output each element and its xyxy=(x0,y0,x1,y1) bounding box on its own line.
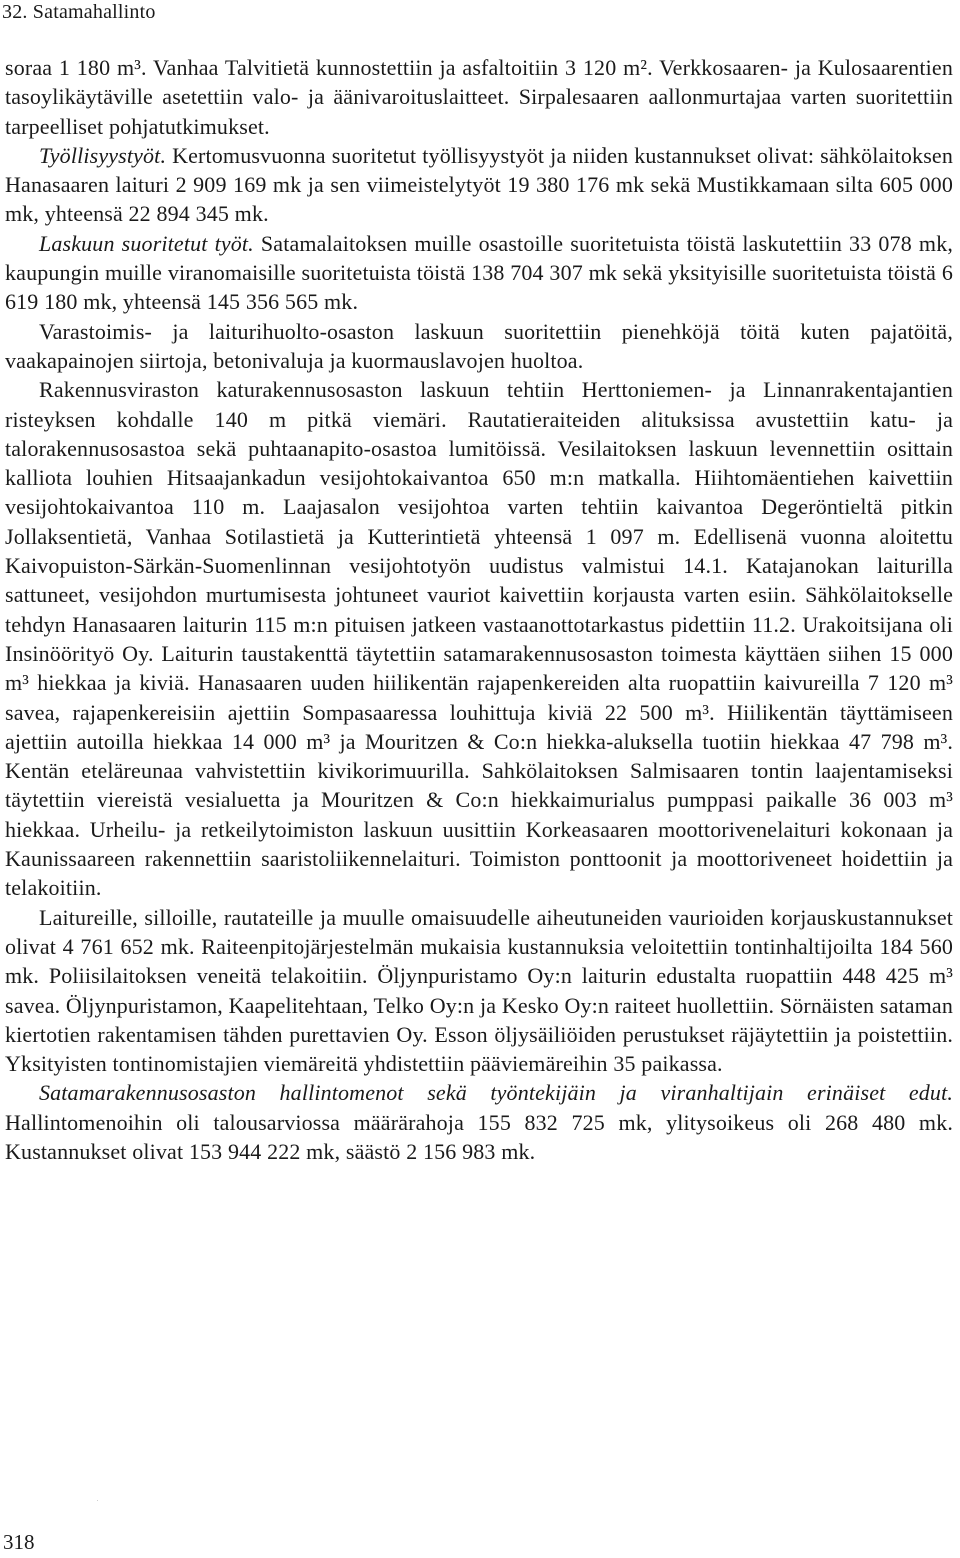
paragraph-heading: Laskuun suoritetut työt. xyxy=(39,230,254,256)
paragraph-employment-works xyxy=(5,141,953,229)
paragraph-storage-works xyxy=(5,317,953,376)
paragraph-administration-costs xyxy=(5,1078,953,1166)
paragraph-text: Kertomusvuonna suoritetut työllisyystyöt ja niiden kustannukset olivat: sähkölaitoksen Hanasaaren laituri 2 909 169 mk ja sen viimeistelytyöt 19 380 176 mk sekä Mustikkamaan silta 605 000 mk, yhteensä 22 894 345 mk. xyxy=(5,142,953,227)
document-body xyxy=(5,53,953,1166)
paragraph-repair-costs xyxy=(5,903,953,1079)
paragraph-text: Satamalaitoksen muille osastoille suoritetuista töistä laskutettiin 33 078 mk, kaupungin muille viranomaisille suoritetuista töistä 138 704 307 mk sekä yksityisille suoritetuista töistä 6 619 180 mk, yhteensä 145 356 565 mk. xyxy=(5,230,953,315)
paragraph-text: soraa 1 180 m³. Vanhaa Talvitietä kunnostettiin ja asfaltoitiin 3 120 m². Verkkosaaren- ja Kulosaarentien tasoylikäytäville asetettiin valo- ja äänivaroituslaitteet. Sirpalesaaren aallonmurtajaa varten suoritettiin tarpeelliset pohjatutkimukset. xyxy=(5,55,953,139)
paragraph-heading: Satamarakennusosaston hallintomenot sekä työntekijäin ja viranhaltijain erinäiset edut. xyxy=(39,1080,953,1106)
paragraph-heading: Työllisyystyöt. xyxy=(39,142,167,168)
paragraph-text: Hallintomenoihin oli talousarviossa määrärahoja 155 832 725 mk, ylitysoikeus oli 268 480 mk. Kustannukset olivat 153 944 222 mk, säästö 2 156 983 mk. xyxy=(5,1109,953,1164)
page-header: 32. Satamahallinto xyxy=(2,1,156,23)
paragraph-invoiced-works xyxy=(5,229,953,317)
paragraph-text: Laitureille, silloille, rautateille ja muulle omaisuudelle aiheutuneiden vaurioiden korjauskustannukset olivat 4 761 652 mk. Raiteenpitojärjestelmän mukaisia kustannuksia veloitettiin tontinhaltijoilta 184 560 mk. Poliisilaitoksen veneitä telakoitiin. Öljynpuristamo Oy:n laiturin edustalta ruopattiin 448 425 m³ savea. Öljynpuristamon, Kaapelitehtaan, Telko Oy:n ja Kesko Oy:n raiteet huollettiin. Sörnäisten sataman kiertotien rakentamisen tähden purettavien Oy. Esson öljysäiliöiden perustukset räjäytettiin ja poistettiin. Yksityisten tontinomistajien viemäreitä yhdistettiin pääviemäreihin 35 paikassa. xyxy=(5,904,953,1077)
paragraph-text: Varastoimis- ja laiturihuolto-osaston laskuun suoritettiin pienehköjä töitä kuten pajatöitä, vaakapainojen siirtoja, betonivaluja ja kuormauslavojen huoltoa. xyxy=(5,318,953,373)
paragraph-road-works xyxy=(5,53,953,141)
paragraph-construction-works xyxy=(5,375,953,902)
paragraph-text: Rakennusviraston katurakennusosaston laskuun tehtiin Herttoniemen- ja Linnanrakentajantien risteyksen kohdalle 140 m pitkä viemäri. Rautatieraiteiden alituksissa avustettiin katu- ja talorakennusosastoa sekä puhtaanapito-osastoa lumitöissä. Vesilaitoksen laskuun levennettiin osittain kalliota louhien Hitsaajankadun vesijohtokaivantoa 650 m:n matkalla. Hiihtomäentiehen kaivettiin vesijohtokaivantoa 110 m. Laajasalon vesijohtoa varten tehtiin kaivantoa Degeröntieltä pitkin Jollaksentietä, Vanhaa Sotilastietä ja Kutterintietä yhteensä 1 097 m. Edellisenä vuonna aloitettu Kaivopuiston-Särkän-Suomenlinnan vesijohtotyön uudistus valmistui 14.1. Katajanokan laiturilla sattuneet, vesijohdon murtumisesta johtuneet vauriot kaivettiin korjausta varten esiin. Sähkölaitokselle tehdyn Hanasaaren laiturin 115 m:n pituisen jatkeen vastaanottotarkastus pidettiin 11.2. Urakoitsijana oli Insinöörityö Oy. Laiturin taustakenttä täytettiin satamarakennusosaston toimesta käyttäen siihen 15 000 m³ hiekkaa ja kiviä. Hanasaaren uuden hiilikentän rajapenkereiden alta ruopattiin kaivureilla 7 120 m³ savea, rajapenkereisiin ajettiin Sompasaaressa louhittuja kiviä 22 500 m³. Hiilikentän täyttämiseen ajettiin autoilla hiekkaa 14 000 m³ ja Mouritzen & Co:n hiekka-aluksella tuotiin hiekkaa 47 798 m³. Kentän eteläreunaa vahvistettiin kivikorimuurilla. Sahkölaitoksen Salmisaaren tontin laajentamiseksi täytettiin viereistä vesialuetta ja Mouritzen & Co:n hiekkaimurialus pumppasi paikalle 36 003 m³ hiekkaa. Urheilu- ja retkeilytoimiston laskuun uusittiin Korkeasaaren moottorivenelaituri kokonaan ja Kaunissaareen rakennettiin saaristoliikennelaituri. Toimiston ponttoonit ja moottoriveneet hoidettiin ja telakoitiin. xyxy=(5,377,953,901)
footer-mark xyxy=(97,1500,98,1501)
page-number: 318 xyxy=(3,1530,35,1554)
